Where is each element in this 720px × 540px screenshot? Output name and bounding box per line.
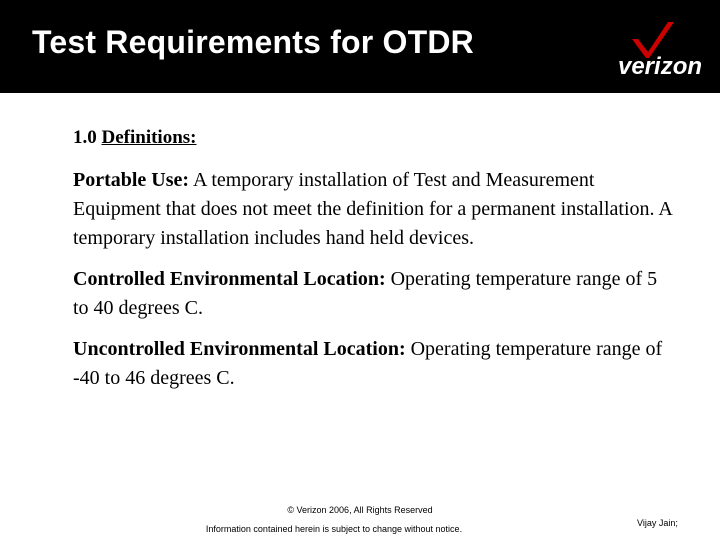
footer-author: Vijay Jain; [637,518,678,528]
slide-content [73,124,673,405]
definition-portable-use [73,166,673,253]
footer-copyright: © Verizon 2006, All Rights Reserved [287,505,433,515]
header-bar [0,0,720,93]
section-heading [73,124,673,152]
definition-term: Uncontrolled Environmental Location: [73,338,406,360]
definition-term: Portable Use: [73,169,190,191]
definition-uncontrolled-location [73,335,673,393]
footer-notice: Information contained herein is subject to change without notice. [205,524,463,534]
verizon-logo [606,6,714,86]
logo-wordmark: verizon [617,53,703,80]
section-number: 1.0 [73,127,97,148]
definition-term: Controlled Environmental Location: [73,268,386,290]
slide-title: Test Requirements for OTDR [32,24,474,60]
definition-text: A temporary installation of Test and Measurement Equipment that does not meet the definition for a permanent installation. A temporary installation includes hand held devices. [73,169,672,249]
definition-controlled-location [73,265,673,323]
definition-text: Operating temperature range of 5 to 40 degrees C. [73,268,658,319]
section-label: Definitions: [101,127,197,148]
definition-text: Operating temperature range of -40 to 46 degrees C. [73,338,663,389]
